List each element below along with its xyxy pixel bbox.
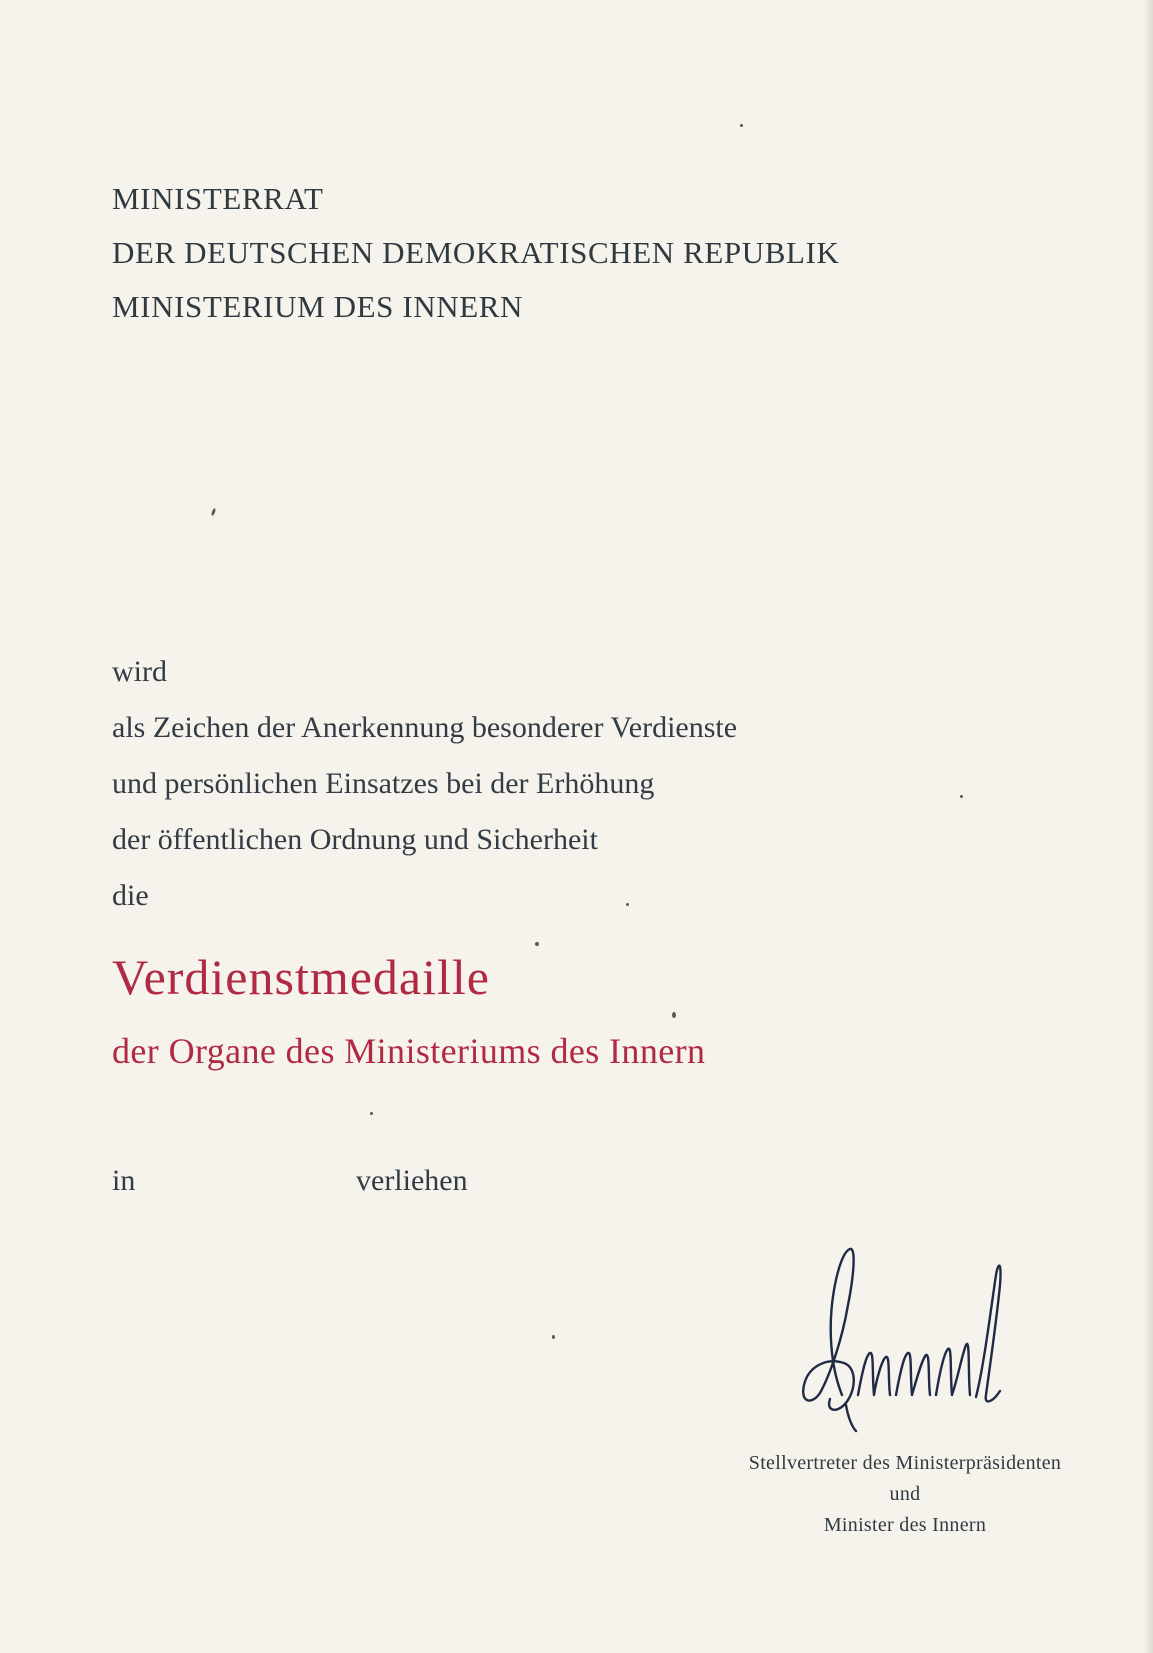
- header-line-ddr: DER DEUTSCHEN DEMOKRATISCHEN REPUBLIK: [112, 235, 840, 270]
- paper-speck: [960, 795, 963, 798]
- signatory-line-1: Stellvertreter des Ministerpräsidenten: [748, 1452, 1062, 1474]
- citation-text: [112, 644, 737, 924]
- paper-speck: [626, 903, 629, 906]
- paper-speck: [672, 1012, 676, 1018]
- citation-line-2: als Zeichen der Anerkennung besonderer Verdienste: [112, 711, 738, 744]
- paper-speck: [552, 1335, 555, 1339]
- paper-speck: [211, 508, 217, 517]
- citation-line-1: wird: [112, 655, 167, 688]
- citation-line-3: und persönlichen Einsatzes bei der Erhöhung: [112, 767, 655, 800]
- signatory-line-3: Minister des Innern: [823, 1514, 987, 1536]
- award-subtitle: der Organe des Ministeriums des Innern: [112, 1031, 706, 1071]
- citation-line-4: der öffentlichen Ordnung und Sicherheit: [112, 823, 598, 856]
- signatory-title: [700, 1448, 1110, 1541]
- issuing-authority-header: [112, 172, 839, 334]
- conferral-in-label: in: [112, 1164, 136, 1197]
- paper-speck: [740, 124, 743, 127]
- header-line-ministerium: MINISTERIUM DES INNERN: [112, 289, 524, 324]
- citation-line-5: die: [112, 879, 149, 912]
- handwritten-signature: [800, 1245, 1020, 1435]
- signatory-line-2: und: [889, 1483, 921, 1505]
- paper-speck: [535, 942, 539, 946]
- paper-speck: [370, 1112, 373, 1115]
- header-line-ministerrat: MINISTERRAT: [112, 181, 324, 216]
- paper-edge-shadow: [1143, 0, 1153, 1653]
- conferral-verb: verliehen: [356, 1164, 468, 1197]
- award-title: Verdienstmedaille: [112, 949, 490, 1005]
